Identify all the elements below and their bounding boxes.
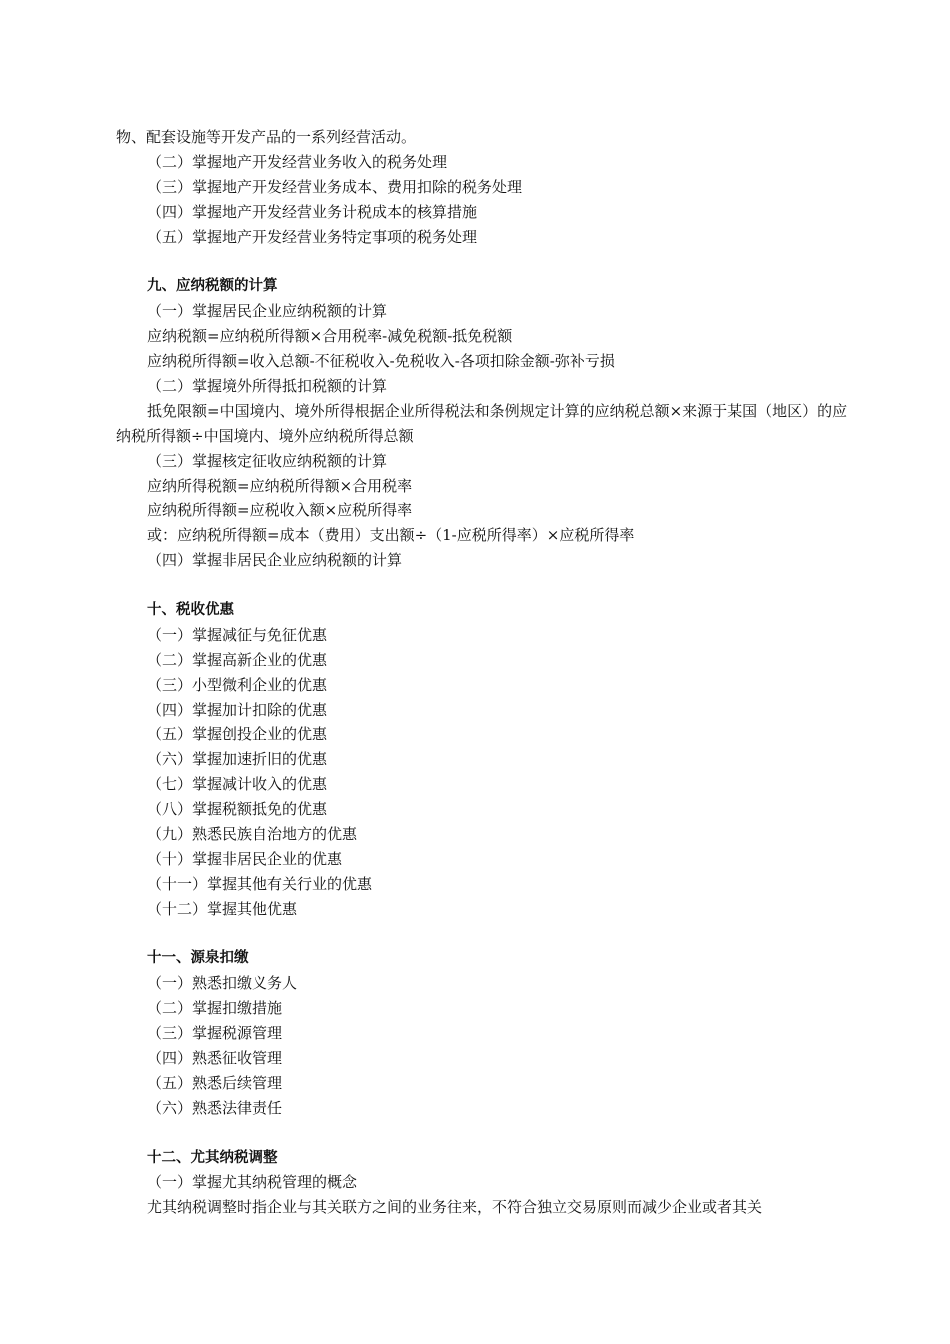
list-item: （六）掌握加速折旧的优惠 xyxy=(147,750,328,769)
section-heading-12: 十二、尤其纳税调整 xyxy=(147,1149,278,1166)
list-item: （八）掌握税额抵免的优惠 xyxy=(147,800,328,819)
list-item: （五）掌握地产开发经营业务特定事项的税务处理 xyxy=(147,227,478,246)
list-item: （三）小型微利企业的优惠 xyxy=(147,675,328,694)
list-item: （一）掌握尤其纳税管理的概念 xyxy=(147,1173,358,1192)
spacer xyxy=(116,573,852,598)
list-item: （五）掌握创投企业的优惠 xyxy=(147,725,328,744)
section-heading-10: 十、税收优惠 xyxy=(147,601,234,618)
section-heading-11: 十一、源泉扣缴 xyxy=(147,950,249,967)
list-item: （四）掌握非居民企业应纳税额的计算 xyxy=(147,551,403,570)
list-item: （七）掌握减计收入的优惠 xyxy=(147,775,328,794)
list-item: （二）掌握境外所得抵扣税额的计算 xyxy=(147,376,388,395)
list-item: （四）熟悉征收管理 xyxy=(147,1048,283,1067)
formula-paragraph: 抵免限额=中国境内、境外所得根据企业所得税法和条例规定计算的应纳税总额×来源于某国（地区）的应纳税所得额÷中国境内、境外应纳税所得总额 xyxy=(116,401,848,445)
list-item: （十）掌握非居民企业的优惠 xyxy=(147,849,343,868)
list-item: （二）掌握扣缴措施 xyxy=(147,999,283,1018)
formula-line: 应纳税所得额=应税收入额×应税所得率 xyxy=(147,501,413,520)
list-item: （四）掌握加计扣除的优惠 xyxy=(147,700,328,719)
list-item: （十二）掌握其他优惠 xyxy=(147,899,298,918)
list-item: （六）熟悉法律责任 xyxy=(147,1098,283,1117)
body-paragraph: 尤其纳税调整时指企业与其关联方之间的业务往来，不符合独立交易原则而减少企业或者其关 xyxy=(147,1198,763,1217)
spacer xyxy=(116,249,852,274)
list-item: （四）掌握地产开发经营业务计税成本的核算措施 xyxy=(147,202,478,221)
list-item: （一）掌握居民企业应纳税额的计算 xyxy=(147,302,388,321)
list-item: （三）掌握税源管理 xyxy=(147,1024,283,1043)
formula-line: 应纳所得税额=应纳税所得额×合用税率 xyxy=(147,476,413,495)
spacer xyxy=(116,1121,852,1146)
list-item: （九）熟悉民族自治地方的优惠 xyxy=(147,824,358,843)
document-body xyxy=(116,125,852,1220)
list-item: （五）熟悉后续管理 xyxy=(147,1073,283,1092)
list-item: （三）掌握核定征收应纳税额的计算 xyxy=(147,451,388,470)
formula-line: 或：应纳税所得额=成本（费用）支出额÷（1-应税所得率）×应税所得率 xyxy=(147,526,635,545)
list-item: （二）掌握地产开发经营业务收入的税务处理 xyxy=(147,152,448,171)
formula-line: 应纳税额=应纳税所得额×合用税率-减免税额-抵免税额 xyxy=(147,327,513,346)
list-item: （一）熟悉扣缴义务人 xyxy=(147,974,298,993)
list-item: （三）掌握地产开发经营业务成本、费用扣除的税务处理 xyxy=(147,177,523,196)
spacer xyxy=(116,922,852,947)
formula-line: 应纳税所得额=收入总额-不征税收入-免税收入-各项扣除金额-弥补亏损 xyxy=(147,352,615,371)
list-item: （二）掌握高新企业的优惠 xyxy=(147,650,328,669)
list-item: （一）掌握减征与免征优惠 xyxy=(147,625,328,644)
list-item: （十一）掌握其他有关行业的优惠 xyxy=(147,874,373,893)
section-heading-9: 九、应纳税额的计算 xyxy=(147,278,278,295)
continuation-text: 物、配套设施等开发产品的一系列经营活动。 xyxy=(116,128,417,146)
